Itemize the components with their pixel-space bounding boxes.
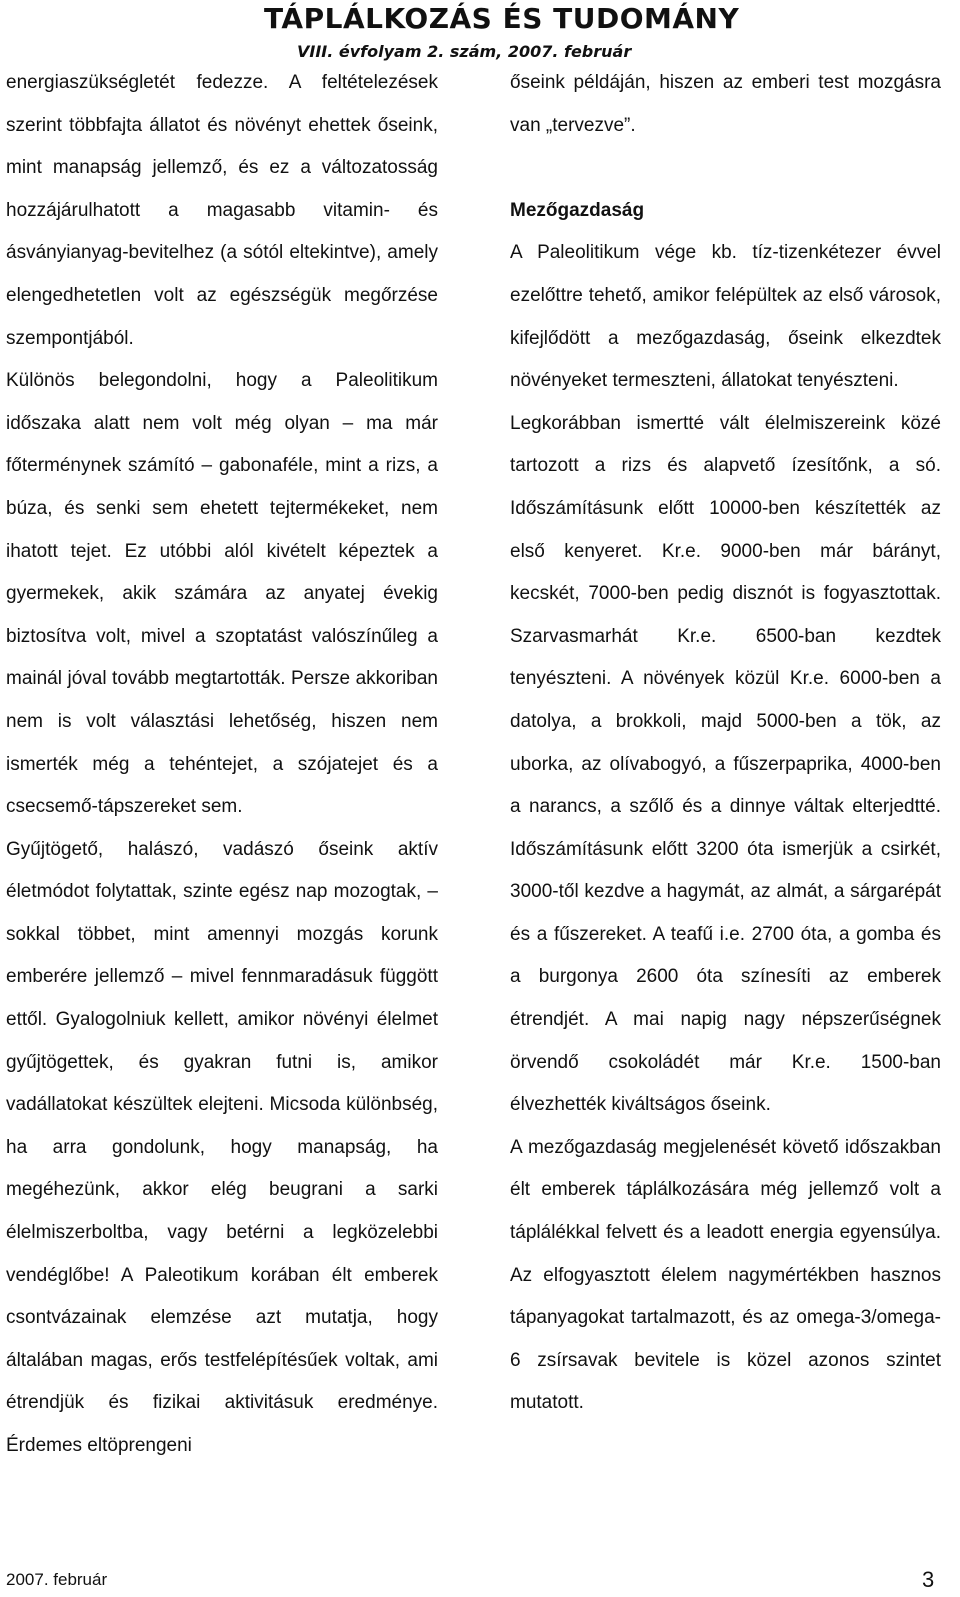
left-paragraph-1: energiaszükségletét fedezze. A feltételezések szerint többfajta állatot és növényt ehettek őseink, mint manapság jellemző, és ez a változatosság hozzájárulhatott a magasabb vitamin- és ásványianyag-bevitelhez (a sótól eltekintve), amely elengedhetetlen volt az egészségük megőrzése szempontjából. [6,72,438,349]
left-paragraph-3: Gyűjtögető, halászó, vadászó őseink aktív életmódot folytattak, szinte egész nap mozogtak, – sokkal többet, mint amennyi mozgás korunk emberére jellemző – mivel fennmaradásuk függött ettől. Gyalogolniuk kellett, amikor növényi élelmet gyűjtögettek, és gyakran futni is, amikor vadállatokat készültek elejteni. Micsoda különbség, ha arra gondolunk, hogy manapság, ha megéhezünk, akkor elég beugrani a sarki élelmiszerboltba, vagy betérni a legközelebbi vendéglőbe! A Paleotikum korában élt emberek csontvázainak elemzése azt mutatja, hogy általában magas, erős testfelépítésűek voltak, ami étrendjük és fizikai aktivitásuk eredménye. Érdemes eltöprengeni [6,838,438,1456]
right-paragraph-2: Legkorábban ismertté vált élelmiszereink közé tartozott a rizs és alapvető ízesítőnk, a só. Időszámításunk előtt 10000-ben készítették az első kenyeret. Kr.e. 9000-ben már bárányt, kecskét, 7000-ben pedig disznót is fogyasztottak. Szarvasmarhát Kr.e. 6500-ban kezdtek tenyészteni. A növények közül Kr.e. 6000-ben a datolya, a brokkoli, majd 5000-ben a tök, az uborka, az olívabogyó, a fűszerpaprika, 4000-ben a narancs, a szőlő és a dinnye váltak elterjedtté. Időszámításunk előtt 3200 óta ismerjük a csirkét, 3000-től kezdve a hagymát, az almát, a sárgarépát és a fűszereket. A teafű i.e. 2700 óta, a gomba és a burgonya 2600 óta színesíti az emberek étrendjét. A mai napig nagy népszerűségnek örvendő csokoládét már Kr.e. 1500-ban élvezhették kiváltságos őseink. [510,412,941,1116]
page-number: 3 [922,1567,935,1592]
right-paragraph-3: A mezőgazdaság megjelenését követő időszakban élt emberek táplálkozására még jellemző volt a táplálékkal felvett és a leadott energia egyensúlya. Az elfogyasztott élelem nagymértékben hasznos tápanyagokat tartalmazott, és az omega-3/omega-6 zsírsavak bevitele is közel azonos szintet mutatott. [510,1136,941,1414]
left-text-column [6,62,438,1468]
paragraph-spacer [510,147,941,190]
right-intro-paragraph: őseink példáján, hiszen az emberi test mozgásra van „tervezve”. [510,72,941,136]
journal-title: TÁPLÁLKOZÁS ÉS TUDOMÁNY [264,2,740,35]
section-heading: Mezőgazdaság [510,199,645,221]
left-paragraph-2: Különös belegondolni, hogy a Paleolitikum időszaka alatt nem volt még olyan – ma már főterménynek számító – gabonaféle, mint a rizs, a búza, és senki sem ehetett tejtermékeket, nem ihatott tejet. Ez utóbbi alól kivételt képeztek a gyermekek, akik számára az anyatej évekig biztosítva volt, mivel a szoptatást valószínűleg a mainál jóval tovább megtartották. Persze akkoriban nem is volt választási lehetőség, hiszen nem ismerték még a tehéntejet, a szójatejet és a csecsemő-tápszereket sem. [6,370,438,818]
right-text-column [510,62,941,1425]
right-paragraph-1: A Paleolitikum vége kb. tíz-tizenkétezer évvel ezelőttre tehető, amikor felépültek az első városok, kifejlődött a mezőgazdaság, őseink elkezdtek növényeket termeszteni, állatokat tenyészteni. [510,242,941,392]
journal-header [0,2,960,66]
footer-date: 2007. február [6,1570,108,1589]
journal-issue-line: VIII. évfolyam 2. szám, 2007. február [297,42,632,61]
